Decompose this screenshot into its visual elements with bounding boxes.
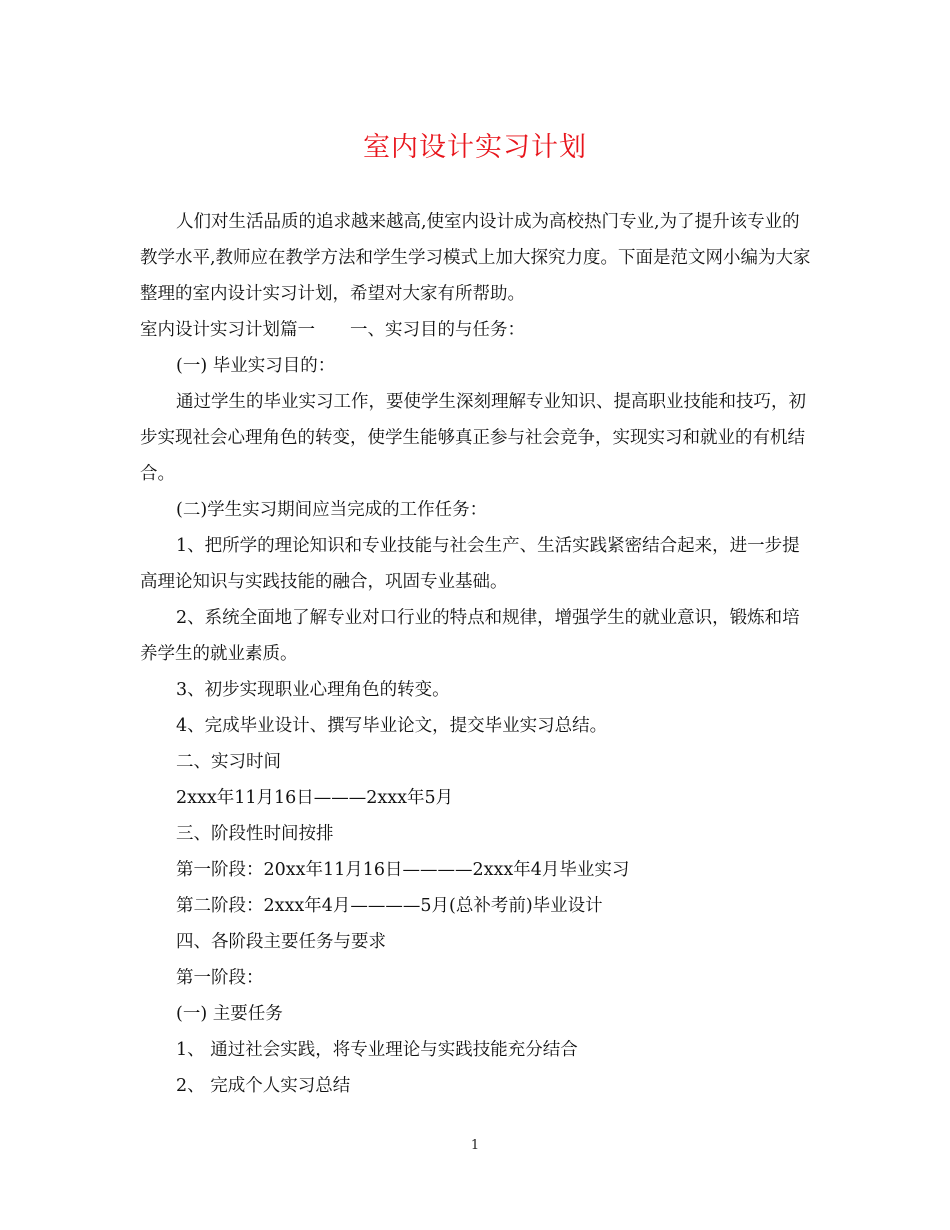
practice-goal-paragraph: 通过学生的毕业实习工作，要使学生深刻理解专业知识、提高职业技能和技巧，初步实现社会心理角色的转变，使学生能够真正参与社会竞争，实现实习和就业的有机结合。 — [140, 392, 806, 484]
stage-one-schedule: 第一阶段：20xx年11月16日————2xxx年4月毕业实习 — [176, 860, 630, 880]
task-item-4: 4、完成毕业设计、撰写毕业论文，提交毕业实习总结。 — [176, 716, 608, 736]
document-body — [140, 204, 812, 1104]
stage-two-schedule: 第二阶段：2xxx年4月————5月(总补考前)毕业设计 — [176, 896, 603, 916]
task-item-2: 2、系统全面地了解专业对口行业的特点和规律，增强学生的就业意识，锻炼和培养学生的就业素质。 — [140, 608, 800, 664]
main-task-item-1: 1、 通过社会实践，将专业理论与实践技能充分结合 — [176, 1040, 578, 1060]
subheading-practice-goal: (一) 毕业实习目的： — [176, 356, 336, 376]
task-item-1: 1、把所学的理论知识和专业技能与社会生产、生活实践紧密结合起来，进一步提高理论知识与实践技能的融合，巩固专业基础。 — [140, 536, 800, 592]
page-number: 1 — [470, 1138, 480, 1153]
section-heading-stage-tasks: 四、各阶段主要任务与要求 — [176, 932, 386, 952]
subheading-work-tasks: (二)学生实习期间应当完成的工作任务： — [176, 500, 488, 520]
task-item-3: 3、初步实现职业心理角色的转变。 — [176, 680, 450, 700]
practice-time-range: 2xxx年11月16日———2xxx年5月 — [176, 788, 454, 808]
section-heading-practice-time: 二、实习时间 — [176, 752, 281, 772]
main-task-item-2: 2、 完成个人实习总结 — [176, 1076, 351, 1096]
document-title: 室内设计实习计划 — [363, 132, 587, 163]
subheading-main-tasks: (一) 主要任务 — [176, 1004, 283, 1024]
intro-paragraph: 人们对生活品质的追求越来越高,使室内设计成为高校热门专业,为了提升该专业的教学水平,教师应在教学方法和学生学习模式上加大探究力度。下面是范文网小编为大家整理的室内设计实习计划，希望对大家有所帮助。 — [140, 212, 811, 304]
section-heading-stage-schedule: 三、阶段性时间按排 — [176, 824, 334, 844]
stage-one-heading: 第一阶段： — [176, 968, 264, 988]
section-heading-plan-one: 室内设计实习计划篇一 一、实习目的与任务： — [140, 320, 525, 340]
